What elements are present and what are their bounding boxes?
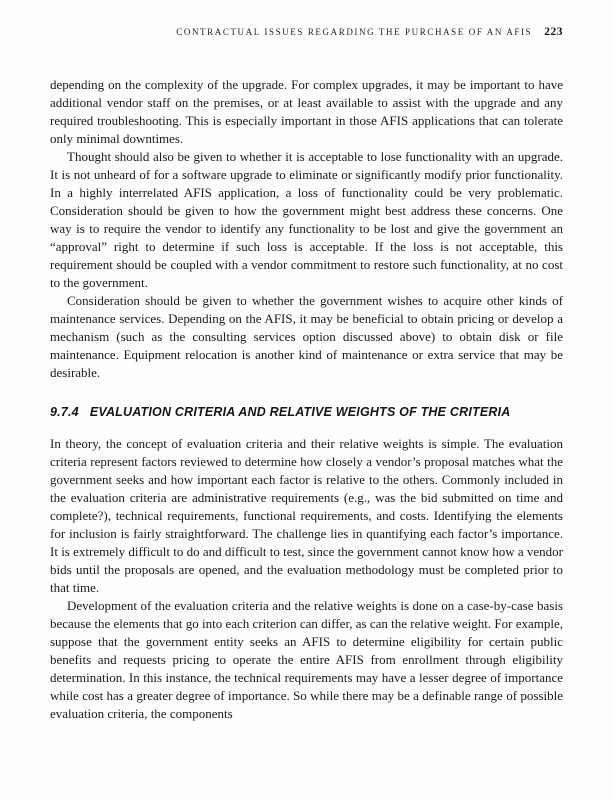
running-title: CONTRACTUAL ISSUES REGARDING THE PURCHASE OF AN AFIS [176, 27, 533, 37]
section-title: EVALUATION CRITERIA AND RELATIVE WEIGHTS OF THE CRITERIA [89, 405, 511, 419]
section-heading [50, 403, 563, 421]
page-body [50, 76, 563, 723]
paragraph-criteria-development: Development of the evaluation criteria and the relative weights is done on a case-by-case basis because the elements that go into each criterion can differ, as can the relative weight. For example, suppose that the government entity seeks an AFIS to determine eligibility for certain public benefits and requests pricing to operate the entire AFIS from enrollment through eligibility determination. In this instance, the technical requirements may have a lesser degree of importance while cost has a greater degree of importance. So while there may be a definable range of possible evaluation criteria, the components [50, 598, 563, 721]
paragraph-evaluation-criteria-theory: In theory, the concept of evaluation criteria and their relative weights is simple. The evaluation criteria represent factors reviewed to determine how closely a vendor’s proposal matches what the government seeks and how important each factor is relative to the others. Commonly included in the evaluation criteria are administrative requirements (e.g., was the bid submitted on time and complete?), technical requirements, functional requirements, and costs. Identifying the elements for inclusion is fairly straightforward. The challenge lies in quantifying each factor’s importance. It is extremely difficult to do and difficult to test, since the government cannot know how a vendor bids until the proposals are opened, and the evaluation methodology must be completed prior to that time. [50, 436, 563, 595]
page-header [50, 26, 563, 38]
paragraph-lose-functionality: Thought should also be given to whether it is acceptable to lose functionality with an upgrade. It is not unheard of for a software upgrade to eliminate or significantly modify prior functionality. In a highly interrelated AFIS application, a loss of functionality could be very problematic. Consideration should be given to how the government might best address these concerns. One way is to require the vendor to identify any functionality to be lost and give the government an “approval” right to determine if such loss is acceptable. If the loss is not acceptable, this requirement should be coupled with a vendor commitment to restore such functionality, at no cost to the government. [50, 149, 563, 290]
paragraph-maintenance-services: Consideration should be given to whether the government wishes to acquire other kinds of maintenance services. Depending on the AFIS, it may be beneficial to obtain pricing or develop a mechanism (such as the consulting services option discussed above) to obtain disk or file maintenance. Equipment relocation is another kind of maintenance or extra service that may be desirable. [50, 293, 563, 380]
paragraph-upgrade-complexity: depending on the complexity of the upgrade. For complex upgrades, it may be important to have additional vendor staff on the premises, or at least available to assist with the upgrade and any required troubleshooting. This is especially important in those AFIS applications that can tolerate only minimal downtimes. [50, 77, 563, 146]
page-number: 223 [544, 26, 563, 38]
section-number: 9.7.4 [50, 405, 79, 419]
